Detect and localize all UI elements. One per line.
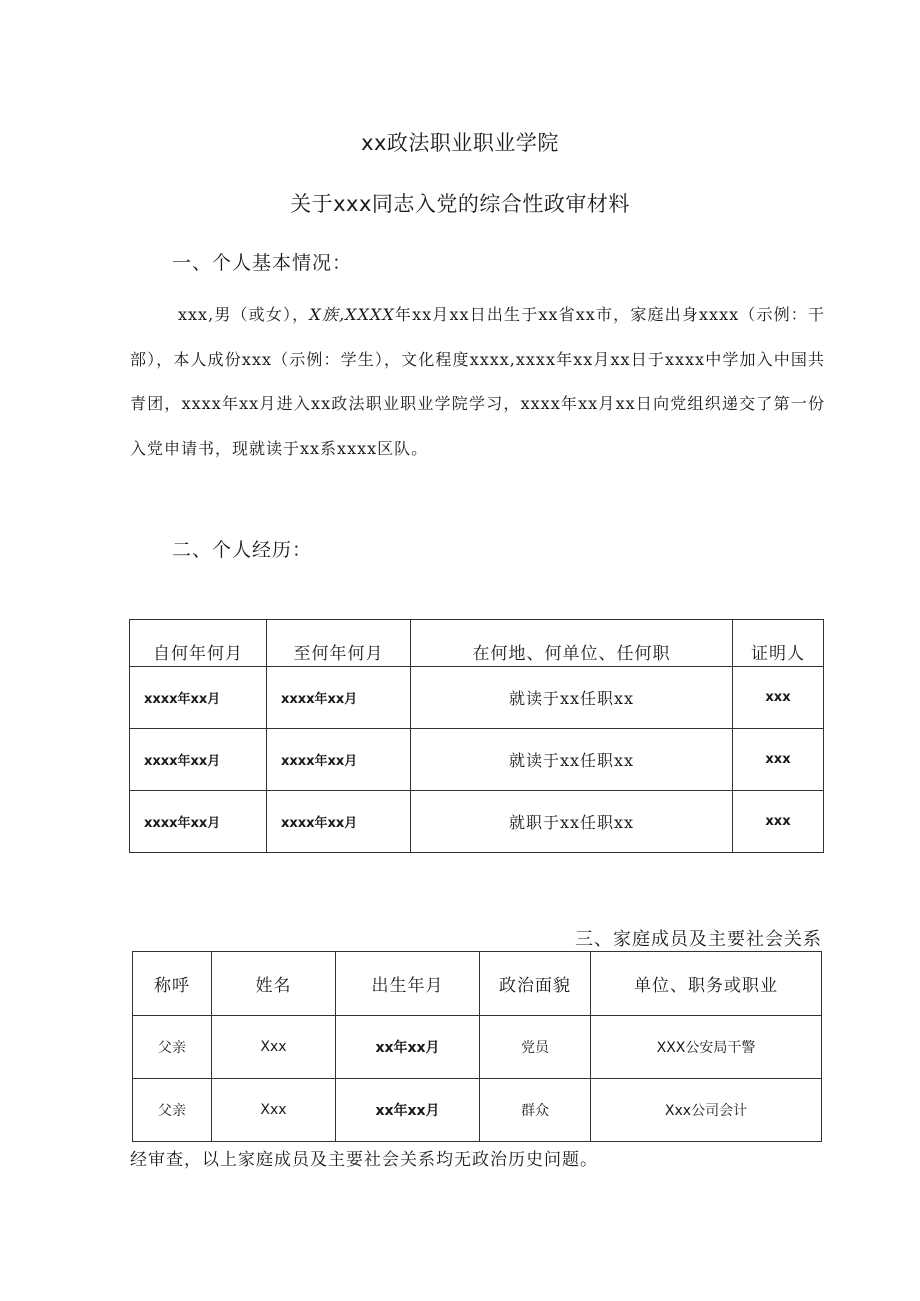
section-heading-family: 三、家庭成员及主要社会关系 — [575, 929, 822, 950]
document-subtitle: 关于xxx同志入党的综合性政审材料 — [290, 192, 630, 216]
header-cell: 在何地、何单位、任何职 — [411, 620, 733, 667]
table-cell: 群众 — [480, 1079, 591, 1142]
header-cell: 单位、职务或职业 — [591, 952, 822, 1016]
table-row — [130, 667, 824, 729]
table-row — [130, 791, 824, 853]
header-cell: 自何年何月 — [130, 620, 267, 667]
experience-table — [129, 619, 824, 853]
family-table-header — [133, 952, 822, 1016]
table-cell: xxx — [733, 667, 824, 729]
section-heading-experience: 二、个人经历： — [172, 539, 313, 561]
table-row — [133, 1016, 822, 1079]
table-cell: xxxx年xx月 — [130, 667, 267, 729]
basic-info-text-start: xxx,男（或女）， — [178, 305, 310, 324]
header-cell: 证明人 — [733, 620, 824, 667]
table-cell: xxxx年xx月 — [267, 667, 411, 729]
family-table — [132, 951, 822, 1142]
table-cell: xxxx年xx月 — [267, 791, 411, 853]
table-cell: Xxx公司会计 — [591, 1079, 822, 1142]
section-heading-basic-info: 一、个人基本情况： — [172, 252, 353, 274]
table-cell: xxxx年xx月 — [130, 729, 267, 791]
table-row — [133, 1079, 822, 1142]
experience-table-header — [130, 620, 824, 667]
header-cell: 至何年何月 — [267, 620, 411, 667]
table-cell: xxx — [733, 729, 824, 791]
basic-info-text-rest: 年xx月xx日出生于xx省xx市，家庭出身xxxx（示例：干部），本人成份xxx（示例：学生），文化程度xxxx,xxxx年xx月xx日于xxxx中学加入中国共青团，xxxx年xx月进入xx政法职业职业学院学习，xxxx年xx月xx日向党组织递交了第一份入党申请书，现就读于xx系xxxx区队。 — [130, 305, 825, 458]
header-cell: 出生年月 — [336, 952, 480, 1016]
header-cell: 称呼 — [133, 952, 212, 1016]
table-cell: 父亲 — [133, 1016, 212, 1079]
table-cell: 党员 — [480, 1016, 591, 1079]
table-cell: 就读于xx任职xx — [411, 729, 733, 791]
basic-info-paragraph — [130, 293, 825, 471]
table-cell: 父亲 — [133, 1079, 212, 1142]
header-cell: 政治面貌 — [480, 952, 591, 1016]
table-cell: xxx — [733, 791, 824, 853]
table-cell: xx年xx月 — [336, 1079, 480, 1142]
table-cell: xxxx年xx月 — [130, 791, 267, 853]
document-title: xx政法职业职业学院 — [361, 131, 559, 155]
review-conclusion: 经审查，以上家庭成员及主要社会关系均无政治历史问题。 — [130, 1150, 598, 1170]
table-cell: Xxx — [212, 1079, 336, 1142]
table-cell: xxxx年xx月 — [267, 729, 411, 791]
table-cell: xx年xx月 — [336, 1016, 480, 1079]
table-cell: XXX公安局干警 — [591, 1016, 822, 1079]
basic-info-text-italic: X族,XXXX — [309, 305, 395, 324]
table-row — [130, 729, 824, 791]
table-cell: 就职于xx任职xx — [411, 791, 733, 853]
table-cell: 就读于xx任职xx — [411, 667, 733, 729]
table-cell: Xxx — [212, 1016, 336, 1079]
header-cell: 姓名 — [212, 952, 336, 1016]
